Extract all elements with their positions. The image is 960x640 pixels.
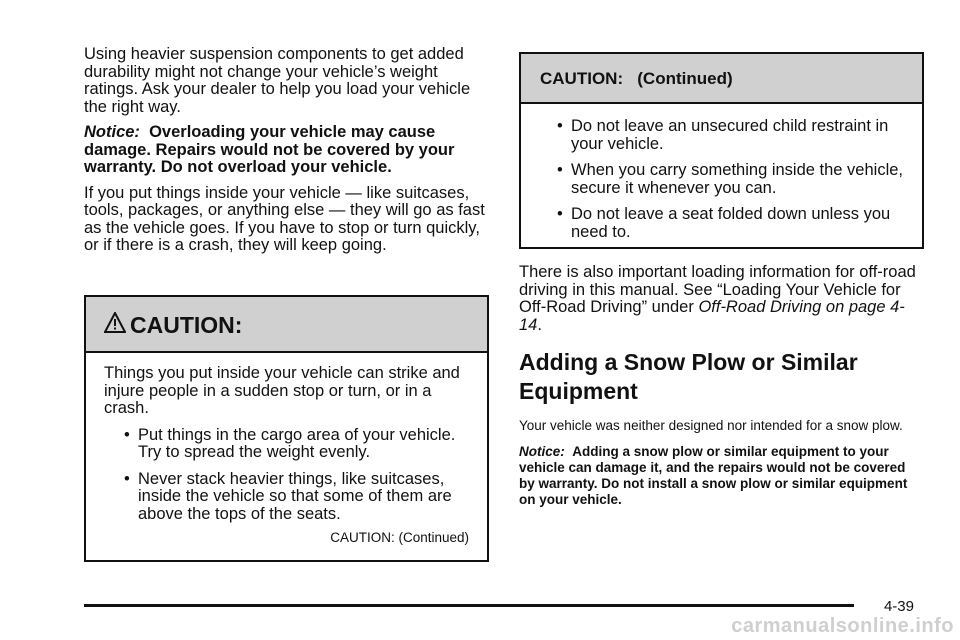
offroad-reference-link[interactable]: Off-Road Driving on page 4-14 [519,298,905,334]
caution-bullet: • Do not leave a seat folded down unless you need to. [571,206,904,241]
caution-bullet: • Never stack heavier things, like suitcases, inside the vehicle so that some of them are above the tops of the seats. [138,471,469,524]
caution-continued-label: CAUTION: (Continued) [330,530,469,545]
caution-continued-box [519,52,924,249]
paragraph-offroad [519,264,924,334]
section-heading: Adding a Snow Plow or Similar Equipment [519,349,858,404]
notice-text: Overloading your vehicle may cause damage. Repairs would not be covered by your warranty. Do not overload your vehicle. [84,123,455,176]
notice-label: Notice: [84,123,140,141]
notice-label: Notice: [519,444,565,459]
notice-snow-plow [519,444,924,508]
caution-title: CAUTION: [130,312,243,338]
notice-text: Adding a snow plow or similar equipment to your vehicle can damage it, and the repairs would not be covered by warranty. Do not install a snow plow or similar equipment on your vehicle. [519,444,908,507]
page-number: 4-39 [883,598,914,615]
offroad-text: There is also important loading information for off-road driving in this manual. See “Loading Your Vehicle for Off-Road Driving” under [519,263,916,316]
caution-intro: Things you put inside your vehicle can strike and injure people in a sudden stop or turn, or in a crash. [104,364,460,417]
watermark: carmanualsonline.info [731,615,954,637]
offroad-period: . [537,315,542,334]
caution-header [86,297,487,353]
paragraph-snow-plow: Your vehicle was neither designed nor intended for a snow plow. [519,418,903,433]
caution-continued-header [521,54,922,104]
caution-box [84,295,489,562]
caution-continued-bullet-list [571,118,904,241]
caution-bullet-list [138,427,469,524]
caution-bullet: • Do not leave an unsecured child restraint in your vehicle. [571,118,904,153]
footer-rule [84,604,854,607]
warning-triangle-icon [104,312,126,334]
caution-bullet: • Put things in the cargo area of your vehicle. Try to spread the weight evenly. [138,427,469,462]
paragraph-things-inside: If you put things inside your vehicle — like suitcases, tools, packages, or anything else — they will go as fast as the vehicle goes. If you have to stop or turn quickly, or if there is a crash, they will keep going. [84,183,485,254]
left-column [84,46,494,263]
notice-overloading [84,124,494,177]
caution-bullet: • When you carry something inside the vehicle, secure it whenever you can. [571,162,904,197]
right-column [519,264,924,516]
caution-continued-title: CAUTION: (Continued) [540,69,733,88]
paragraph-suspension: Using heavier suspension components to get added durability might not change your vehicle’s weight ratings. Ask your dealer to help you load your vehicle the right way. [84,45,471,116]
